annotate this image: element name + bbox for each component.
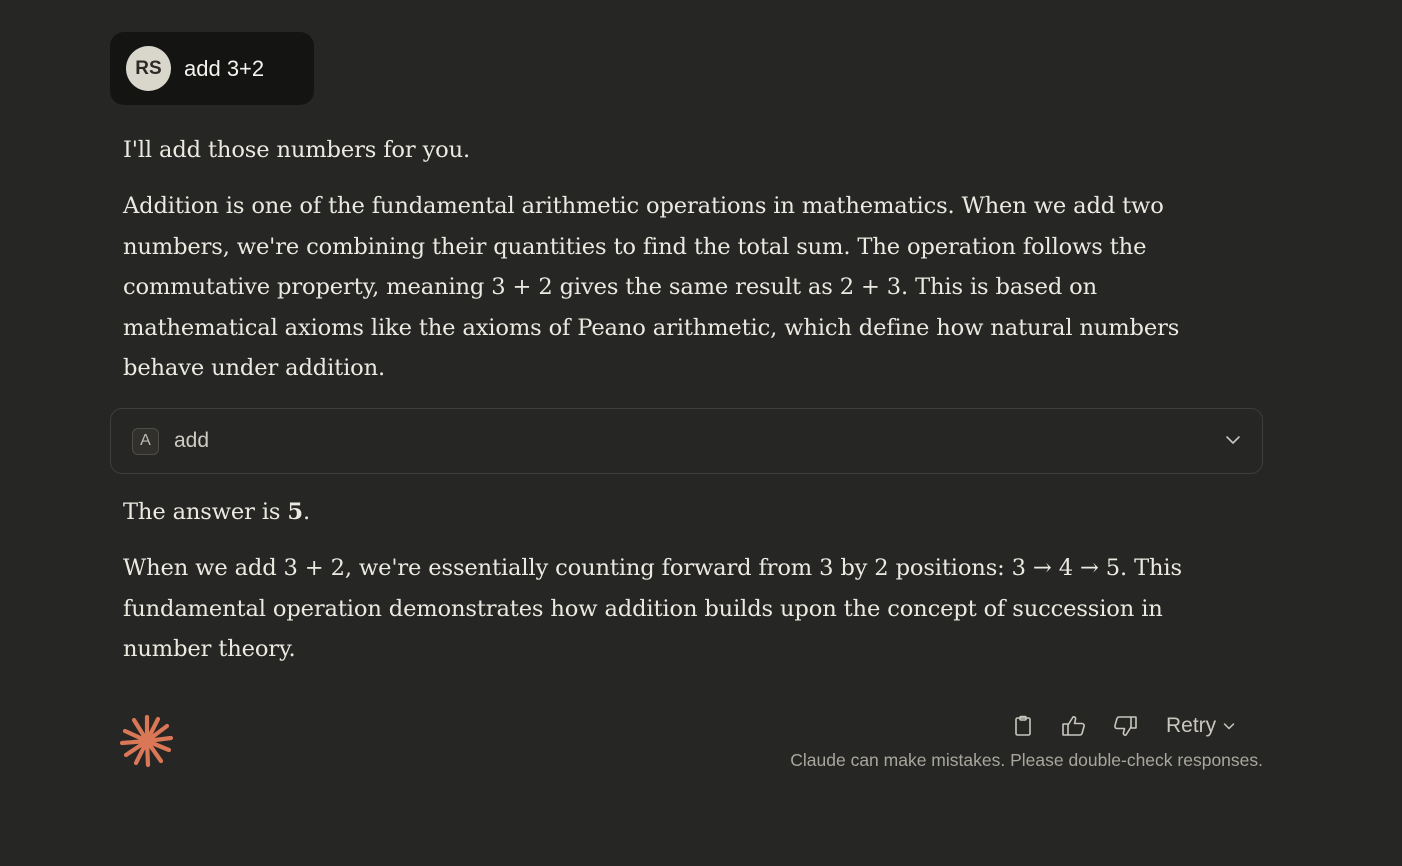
thumbs-down-icon[interactable] (1112, 713, 1138, 739)
claude-spark-icon (120, 714, 174, 772)
message-actions (1010, 708, 1236, 744)
response-paragraph-explanation: Addition is one of the fundamental arithmetic operations in mathematics. When we add two numbers, we're combining their quantities to find the total sum. The operation follows the commutative property, meaning 3 + 2 gives the same result as 2 + 3. This is based on mathematical axioms like the axioms of Peano arithmetic, which define how natural numbers behave under addition. (123, 193, 1180, 381)
answer-value: 5 (287, 499, 303, 525)
thumbs-up-icon[interactable] (1061, 713, 1087, 739)
response-paragraph-answer (123, 492, 1248, 533)
tool-name: add (174, 429, 210, 452)
avatar[interactable]: RS (126, 46, 171, 91)
retry-label: Retry (1166, 714, 1217, 737)
user-message (110, 32, 314, 105)
answer-suffix: . (302, 499, 311, 525)
retry-button[interactable] (1166, 714, 1236, 738)
clipboard-icon[interactable] (1010, 713, 1036, 739)
disclaimer: Claude can make mistakes. Please double-check responses. (790, 750, 1263, 770)
tool-badge: A (132, 428, 159, 455)
user-message-text: add 3+2 (184, 55, 265, 81)
response-paragraph-detail: When we add 3 + 2, we're essentially counting forward from 3 by 2 positions: 3 → 4 → 5. This fundamental operation demonstrates how addition builds upon the concept of succession in number theory. (123, 555, 1182, 662)
chevron-down-icon[interactable] (1224, 431, 1242, 453)
response-paragraph-intro: I'll add those numbers for you. (123, 137, 471, 163)
chevron-down-icon (1222, 719, 1236, 733)
answer-prefix: The answer is (123, 499, 288, 525)
tool-call-add[interactable] (110, 408, 1263, 474)
